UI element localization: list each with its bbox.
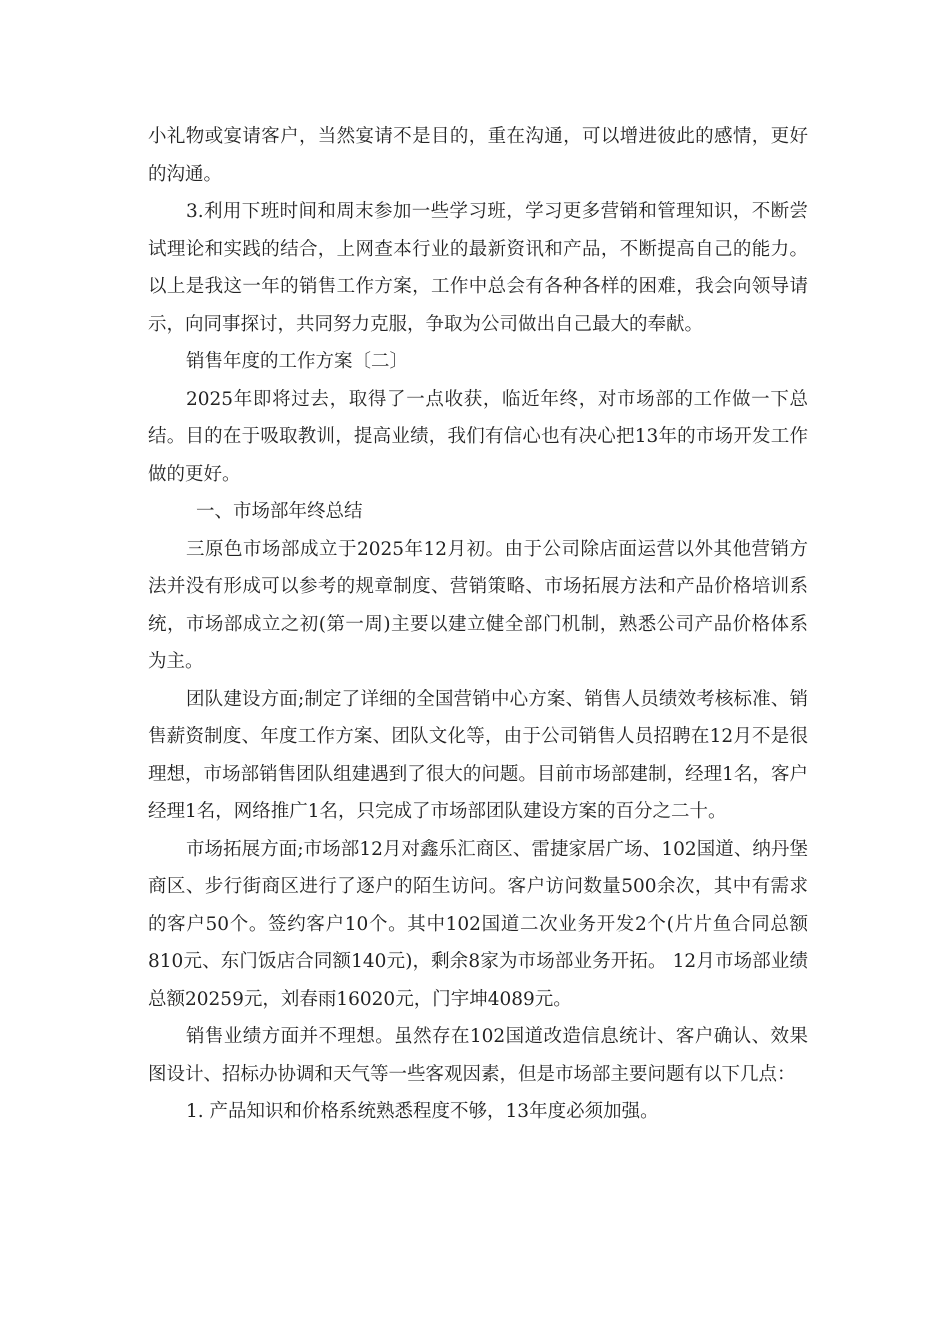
paragraph-intro: 2025年即将过去，取得了一点收获，临近年终，对市场部的工作做一下总结。目的在于吸取教训，提高业绩，我们有信心也有决心把13年的市场开发工作做的更好。 <box>148 388 808 485</box>
paragraph-department: 三原色市场部成立于2025年12月初。由于公司除店面运营以外其他营销方法并没有形成可以参考的规章制度、营销策略、市场拓展方法和产品价格培训系统，市场部成立之初(第一周)主要以建立健全部门机制，熟悉公司产品价格体系为主。 <box>148 538 808 672</box>
paragraph-team-building: 团队建设方面;制定了详细的全国营销中心方案、销售人员绩效考核标准、销售薪资制度、年度工作方案、团队文化等，由于公司销售人员招聘在12月不是很理想，市场部销售团队组建遇到了很大的问题。目前市场部建制，经理1名，客户经理1名，网络推广1名，只完成了市场部团队建设方案的百分之二十。 <box>148 688 808 822</box>
document-body <box>148 118 808 1131</box>
section-heading: 一、市场部年终总结 <box>196 501 363 522</box>
paragraph-item-3: 3.利用下班时间和周末参加一些学习班，学习更多营销和管理知识，不断尝试理论和实践的结合，上网查本行业的最新资讯和产品，不断提高自己的能力。以上是我这一年的销售工作方案，工作中总会有各种各样的困难，我会向领导请示，向同事探讨，共同努力克服，争取为公司做出自己最大的奉献。 <box>148 201 808 335</box>
paragraph-continuation: 小礼物或宴请客户，当然宴请不是目的，重在沟通，可以增进彼此的感情，更好的沟通。 <box>148 126 808 185</box>
paragraph-market-expansion: 市场拓展方面;市场部12月对鑫乐汇商区、雷捷家居广场、102国道、纳丹堡商区、步行街商区进行了逐户的陌生访问。客户访问数量500余次，其中有需求的客户50个。签约客户10个。其中102国道二次业务开发2个(片片鱼合同总额810元、东门饭店合同额140元)，剩余8家为市场部业务开拓。 12月市场部业绩总额20259元，刘春雨16020元，门宇坤4089元。 <box>148 838 808 1010</box>
paragraph-item-1: 1. 产品知识和价格系统熟悉程度不够，13年度必须加强。 <box>186 1101 659 1122</box>
section-title: 销售年度的工作方案〔二〕 <box>186 351 409 372</box>
paragraph-sales-performance: 销售业绩方面并不理想。虽然存在102国道改造信息统计、客户确认、效果图设计、招标办协调和天气等一些客观因素，但是市场部主要问题有以下几点： <box>148 1026 808 1085</box>
